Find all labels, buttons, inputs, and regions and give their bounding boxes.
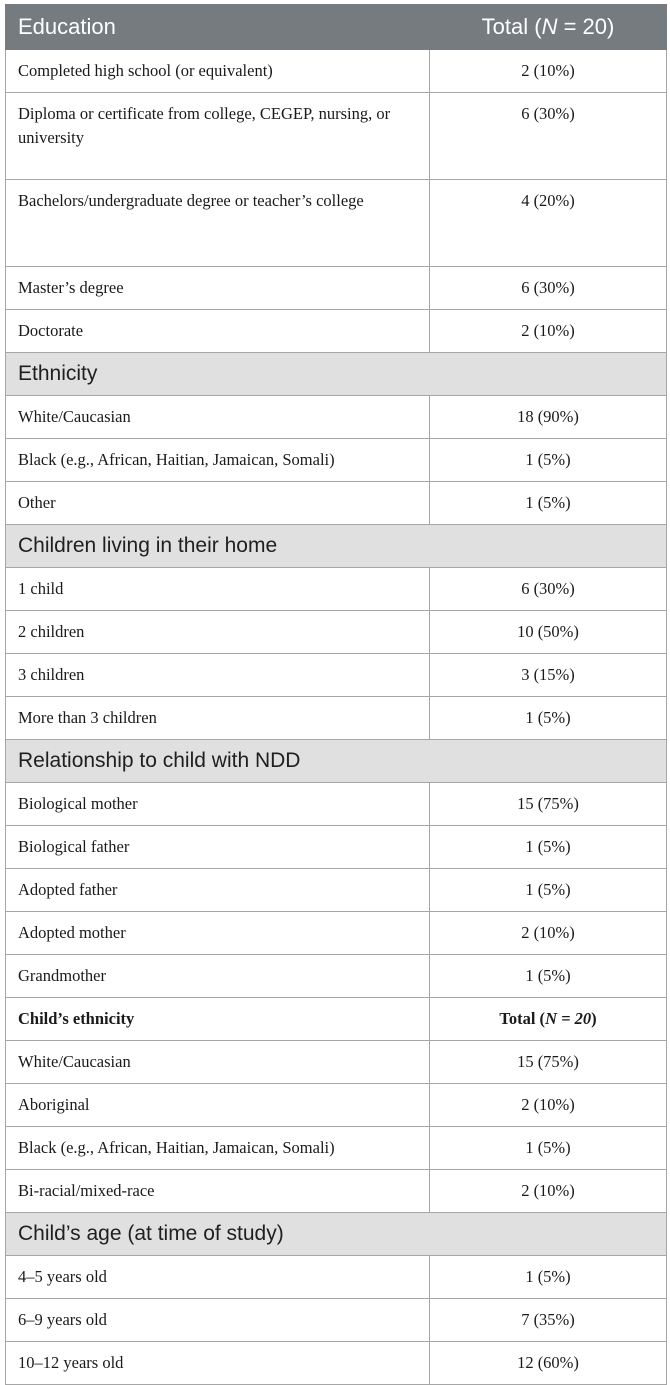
- table-row: [6, 1170, 667, 1213]
- row-label: Doctorate: [6, 310, 430, 353]
- table-row: [6, 1084, 667, 1127]
- table-row: [6, 826, 667, 869]
- row-label: Completed high school (or equivalent): [6, 50, 430, 93]
- row-label: Other: [6, 482, 430, 525]
- row-label: Diploma or certificate from college, CEGEP, nursing, or university: [6, 93, 430, 180]
- table-row: [6, 869, 667, 912]
- row-label: White/Caucasian: [6, 396, 430, 439]
- row-label: 1 child: [6, 568, 430, 611]
- row-label: White/Caucasian: [6, 1041, 430, 1084]
- row-value: 2 (10%): [430, 50, 667, 93]
- section-title: Child’s age (at time of study): [6, 1213, 667, 1256]
- demographics-table: [5, 4, 667, 1385]
- row-label: Black (e.g., African, Haitian, Jamaican, Somali): [6, 1127, 430, 1170]
- subheader-total: [430, 998, 667, 1041]
- row-value: 2 (10%): [430, 1084, 667, 1127]
- row-value: 2 (10%): [430, 310, 667, 353]
- subheader-child-ethnicity: [6, 998, 667, 1041]
- row-label: Grandmother: [6, 955, 430, 998]
- section-title: Relationship to child with NDD: [6, 740, 667, 783]
- row-label: Aboriginal: [6, 1084, 430, 1127]
- row-value: 1 (5%): [430, 697, 667, 740]
- row-value: 1 (5%): [430, 869, 667, 912]
- row-label: Master’s degree: [6, 267, 430, 310]
- row-label: Bachelors/undergraduate degree or teacher’s college: [6, 180, 430, 267]
- table-row: [6, 180, 667, 267]
- header-total-n: N: [541, 14, 558, 39]
- header-total-suffix: = 20): [557, 14, 615, 39]
- table-row: [6, 310, 667, 353]
- subheader-title: Child’s ethnicity: [6, 998, 430, 1041]
- table-header-row: [6, 5, 667, 50]
- row-label: 2 children: [6, 611, 430, 654]
- table-row: [6, 1256, 667, 1299]
- row-value: 12 (60%): [430, 1342, 667, 1385]
- row-value: 1 (5%): [430, 482, 667, 525]
- header-total: [430, 5, 667, 50]
- table-row: [6, 50, 667, 93]
- table-row: [6, 912, 667, 955]
- section-title: Children living in their home: [6, 525, 667, 568]
- row-value: 1 (5%): [430, 826, 667, 869]
- table-row: [6, 654, 667, 697]
- header-education: Education: [6, 5, 430, 50]
- row-label: Biological father: [6, 826, 430, 869]
- row-label: 3 children: [6, 654, 430, 697]
- section-header-child-age: [6, 1213, 667, 1256]
- table-row: [6, 439, 667, 482]
- row-label: Biological mother: [6, 783, 430, 826]
- table-row: [6, 783, 667, 826]
- header-total-prefix: Total (: [481, 14, 542, 39]
- row-value: 1 (5%): [430, 1256, 667, 1299]
- table-row: [6, 1041, 667, 1084]
- section-header-ethnicity: [6, 353, 667, 396]
- row-label: Bi-racial/mixed-race: [6, 1170, 430, 1213]
- row-value: 2 (10%): [430, 1170, 667, 1213]
- table-row: [6, 482, 667, 525]
- subheader-total-n: N = 20: [545, 1009, 592, 1028]
- row-value: 2 (10%): [430, 912, 667, 955]
- row-value: 15 (75%): [430, 783, 667, 826]
- section-header-relationship: [6, 740, 667, 783]
- row-label: Adopted mother: [6, 912, 430, 955]
- row-label: Adopted father: [6, 869, 430, 912]
- table-row: [6, 611, 667, 654]
- row-value: 6 (30%): [430, 267, 667, 310]
- row-value: 1 (5%): [430, 1127, 667, 1170]
- subheader-total-suffix: ): [591, 1009, 597, 1028]
- row-value: 15 (75%): [430, 1041, 667, 1084]
- section-title: Ethnicity: [6, 353, 667, 396]
- row-value: 7 (35%): [430, 1299, 667, 1342]
- table-row: [6, 1127, 667, 1170]
- table-row: [6, 1299, 667, 1342]
- table-row: [6, 568, 667, 611]
- row-label: 10–12 years old: [6, 1342, 430, 1385]
- subheader-total-prefix: Total (: [499, 1009, 546, 1028]
- table-row: [6, 697, 667, 740]
- row-value: 1 (5%): [430, 955, 667, 998]
- row-value: 6 (30%): [430, 568, 667, 611]
- row-label: 6–9 years old: [6, 1299, 430, 1342]
- row-value: 10 (50%): [430, 611, 667, 654]
- row-value: 6 (30%): [430, 93, 667, 180]
- table-row: [6, 396, 667, 439]
- table-row: [6, 955, 667, 998]
- row-value: 3 (15%): [430, 654, 667, 697]
- table-row: [6, 267, 667, 310]
- row-label: 4–5 years old: [6, 1256, 430, 1299]
- row-value: 1 (5%): [430, 439, 667, 482]
- table-row: [6, 93, 667, 180]
- row-label: More than 3 children: [6, 697, 430, 740]
- row-label: Black (e.g., African, Haitian, Jamaican, Somali): [6, 439, 430, 482]
- section-header-children: [6, 525, 667, 568]
- row-value: 4 (20%): [430, 180, 667, 267]
- row-value: 18 (90%): [430, 396, 667, 439]
